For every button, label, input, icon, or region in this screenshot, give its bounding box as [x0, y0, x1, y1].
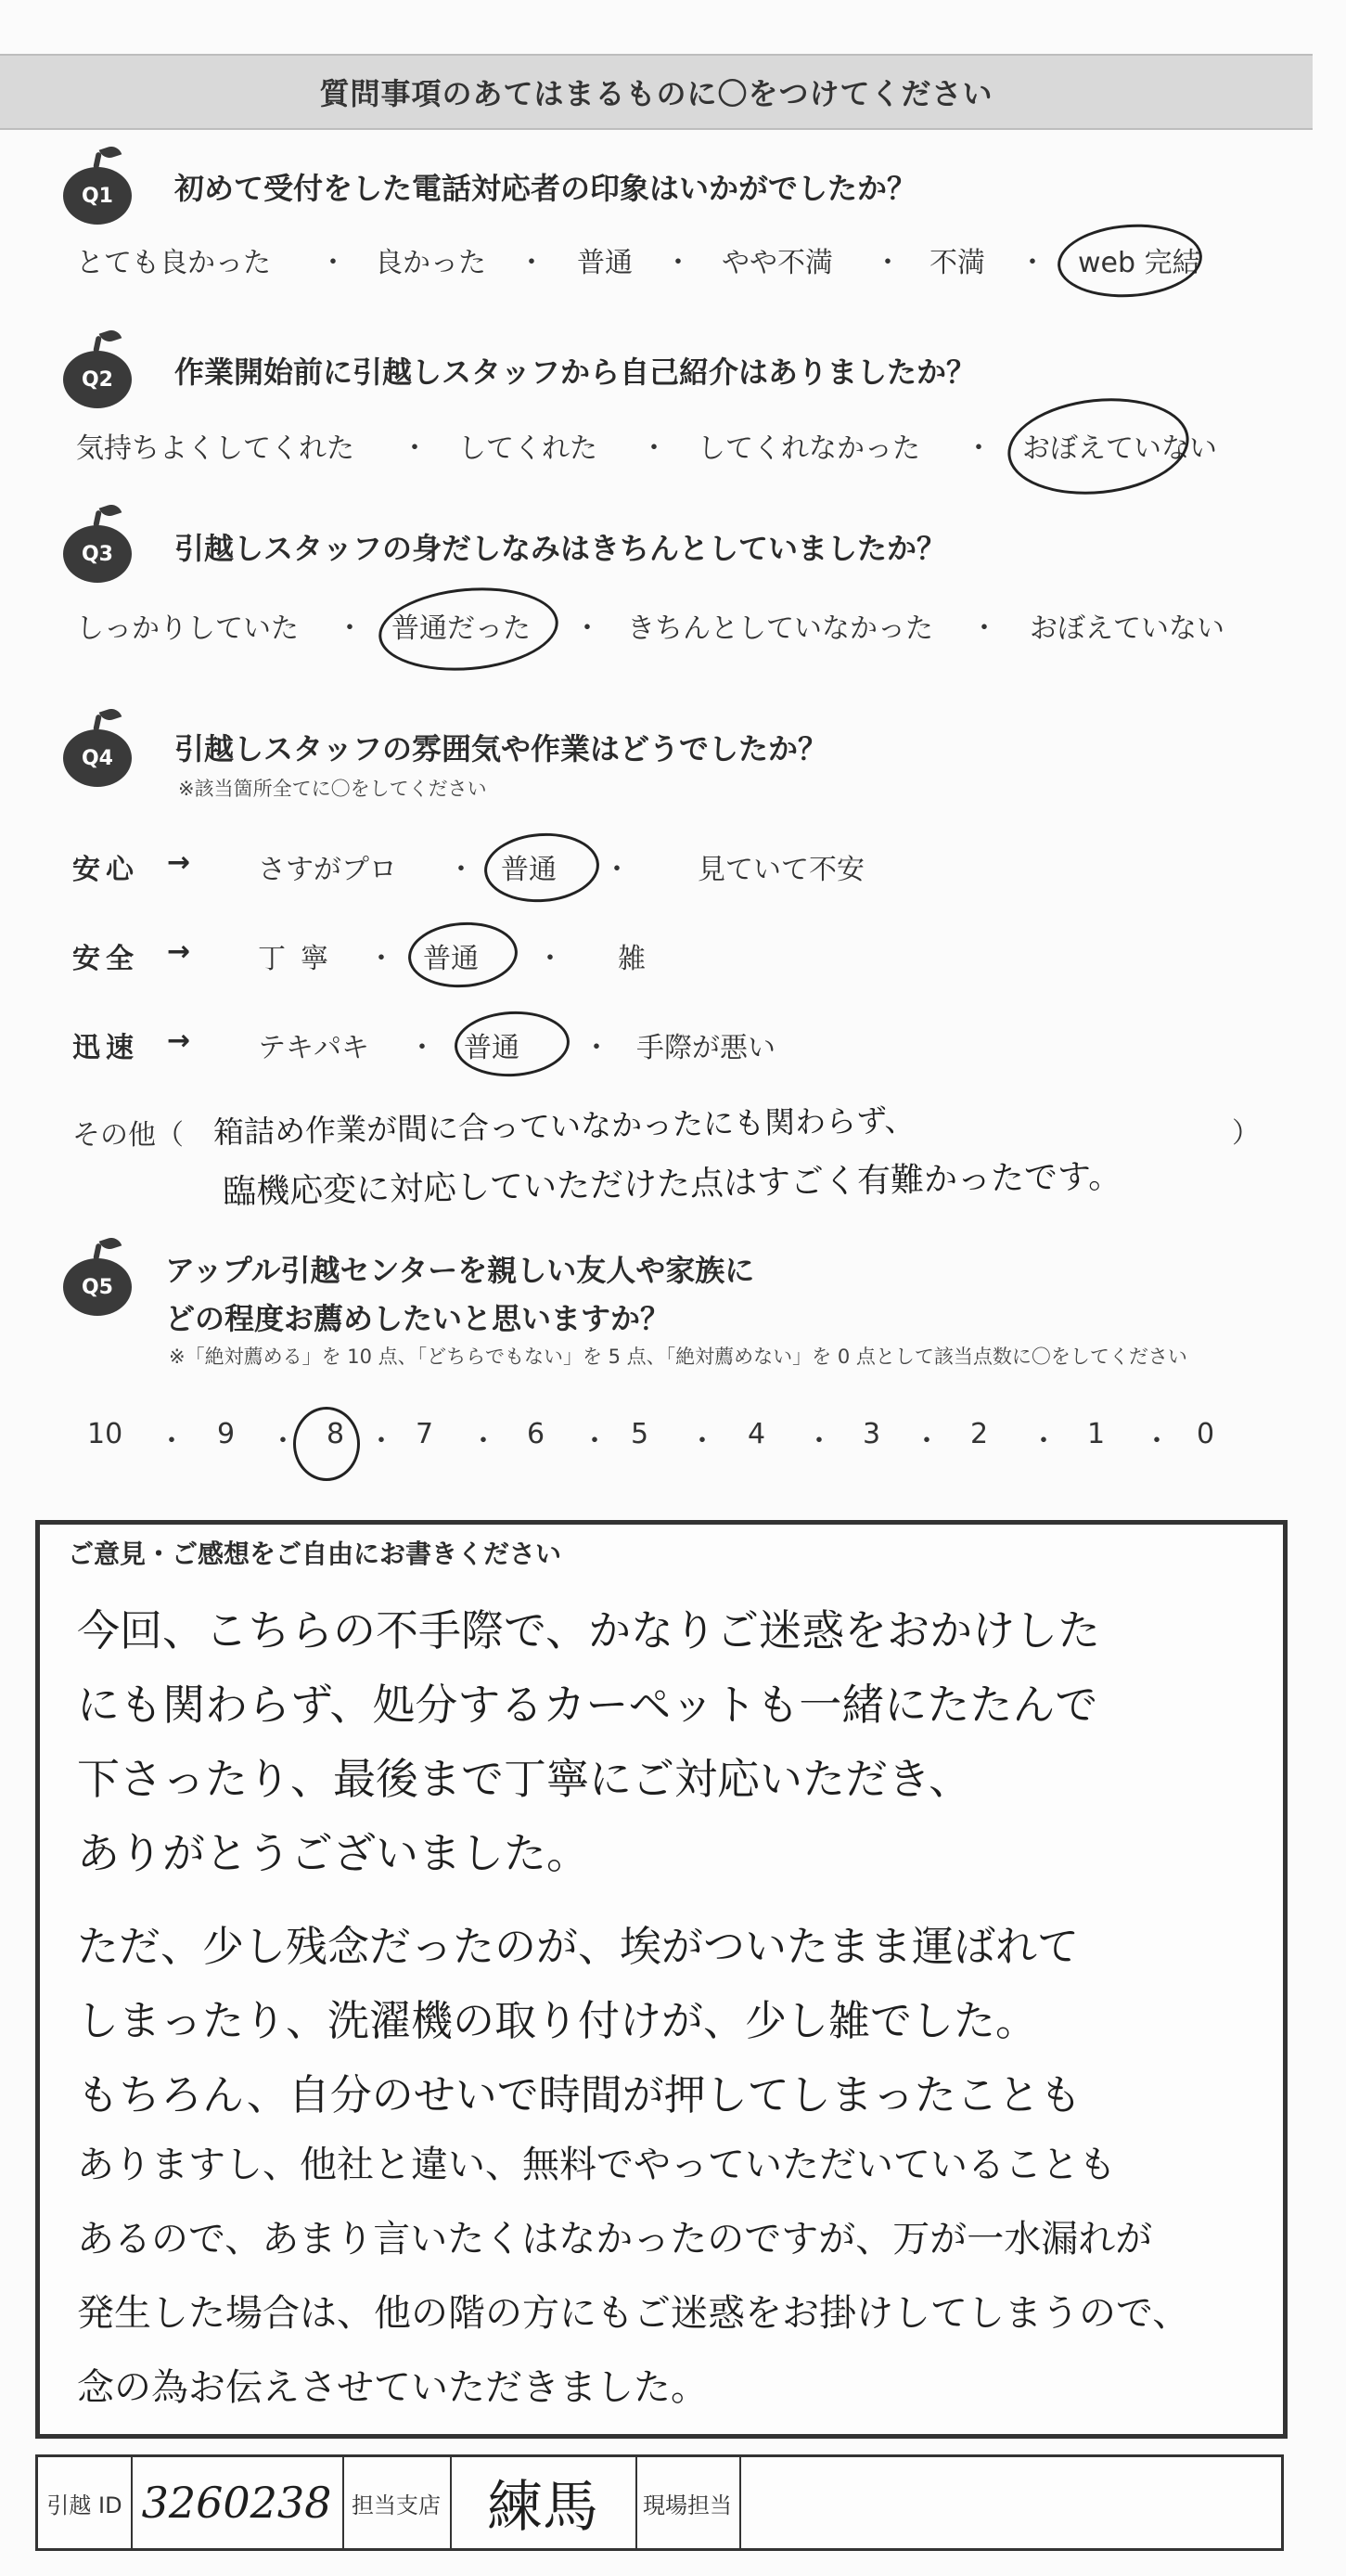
q1-option-dissatisfied[interactable]: 不満 [929, 247, 985, 279]
q5-note: ※「絶対薦める」を 10 点、「どちらでもない」を 5 点、「絶対薦めない」を 0 点として該当点数に〇をしてください [169, 1346, 1187, 1368]
q5-score-separator: ・ [269, 1425, 297, 1458]
q1-separator: ・ [319, 247, 347, 279]
q1-separator: ・ [874, 247, 902, 279]
q4-row-arrow-icon: → [167, 935, 197, 968]
q3-separator: ・ [970, 612, 998, 645]
q3-badge-apple-icon [63, 525, 132, 583]
comment-line-7: もちろん、自分のせいで時間が押してしまったことも [77, 2070, 1082, 2119]
q4-row1-option-uneasy[interactable]: 見ていて不安 [698, 854, 865, 886]
q4-row2-option-average[interactable]: 普通 [423, 943, 479, 975]
q5-selected-circle-mark [293, 1407, 360, 1481]
q1-option-very-good[interactable]: とても良かった [76, 247, 271, 279]
q2-selected-circle-mark [1003, 390, 1194, 503]
q1-selected-circle-mark [1055, 220, 1204, 303]
q3-option-average[interactable]: 普通だった [391, 612, 531, 645]
site-staff-value[interactable] [739, 2457, 1281, 2548]
comment-line-5: ただ、少し残念だったのが、埃がついたまま運ばれて [77, 1922, 1080, 1971]
q5-score-separator: ・ [688, 1425, 716, 1458]
q5-score-separator: ・ [1143, 1425, 1171, 1458]
q5-score-1[interactable]: 1 [1087, 1418, 1106, 1450]
q4-question: 引越しスタッフの雰囲気や作業はどうでしたか？ [174, 731, 828, 766]
q4-other-handwritten-line-1: 箱詰め作業が間に合っていなかったにも関わらず、 [212, 1101, 916, 1151]
move-id-value[interactable]: 3260238 [131, 2457, 344, 2548]
q5-score-4[interactable]: 4 [748, 1418, 766, 1450]
q2-separator: ・ [965, 432, 993, 465]
q4-separator: ・ [603, 854, 631, 886]
q4-row2-option-rough[interactable]: 雑 [618, 943, 646, 975]
q4-separator: ・ [583, 1032, 610, 1064]
q4-other-handwritten-line-2: 臨機応変に対応していただけた点はすごく有難かったです。 [222, 1157, 1122, 1212]
q3-option-neat[interactable]: しっかりしていた [76, 612, 299, 645]
q1-badge-apple-icon [63, 167, 132, 225]
q2-badge-apple-icon [63, 351, 132, 408]
branch-label: 担当支店 [342, 2457, 452, 2548]
comments-box [35, 1520, 1288, 2439]
q5-score-9[interactable]: 9 [217, 1418, 236, 1450]
q4-other-close-paren: ） [1232, 1117, 1260, 1150]
q5-score-3[interactable]: 3 [863, 1418, 881, 1450]
q4-row-arrow-icon: → [167, 1024, 197, 1057]
q1-question: 初めて受付をした電話対応者の印象はいかがでしたか？ [174, 171, 917, 206]
instructions-header [0, 54, 1313, 130]
q4-row1-option-average[interactable]: 普通 [501, 854, 557, 886]
q3-separator: ・ [336, 612, 364, 645]
q5-score-separator: ・ [367, 1425, 395, 1458]
q5-score-scale [87, 1418, 1265, 1464]
q4-row3-option-clumsy[interactable]: 手際が悪い [636, 1032, 776, 1064]
q3-option-not-neat[interactable]: きちんとしていなかった [627, 612, 933, 645]
move-id-label: 引越 ID [38, 2457, 133, 2548]
comment-line-6: しまったり、洗濯機の取り付けが、少し雑でした。 [77, 1996, 1038, 2045]
q4-row3-option-efficient[interactable]: テキパキ [258, 1032, 369, 1064]
q1-option-good[interactable]: 良かった [375, 247, 486, 279]
q3-separator: ・ [573, 612, 601, 645]
q4-row1-selected-circle-mark [482, 830, 602, 906]
staff-info-footer [35, 2454, 1284, 2551]
q2-separator: ・ [640, 432, 668, 465]
q2-badge-label: Q2 [81, 367, 113, 392]
q5-score-7[interactable]: 7 [416, 1418, 434, 1450]
q5-score-2[interactable]: 2 [970, 1418, 989, 1450]
q1-badge-label: Q1 [81, 184, 113, 208]
q1-separator: ・ [664, 247, 692, 279]
q1-option-average[interactable]: 普通 [577, 247, 633, 279]
comment-line-11: 念の為お伝えさせていただきました。 [77, 2366, 708, 2409]
q5-score-separator: ・ [158, 1425, 186, 1458]
q2-option-did[interactable]: してくれた [458, 432, 597, 465]
q5-score-separator: ・ [469, 1425, 497, 1458]
q1-option-somewhat-dissatisfied[interactable]: やや不満 [722, 247, 833, 279]
q1-separator: ・ [518, 247, 545, 279]
q5-score-separator: ・ [1030, 1425, 1058, 1458]
q4-badge-apple-icon [63, 729, 132, 787]
q2-question: 作業開始前に引越しスタッフから自己紹介はありましたか？ [174, 354, 977, 390]
q4-row2-option-careful[interactable]: 丁寧 [258, 943, 343, 975]
comment-line-9: あるので、あまり言いたくはなかったのですが、万が一水漏れが [77, 2218, 1153, 2260]
comment-line-4: ありがとうございました。 [77, 1828, 589, 1878]
comment-line-3: 下さったり、最後まで丁寧にご対応いただき、 [77, 1754, 972, 1804]
instructions-title: 質問事項のあてはまるものに〇をつけてください [319, 76, 993, 111]
q5-score-separator: ・ [581, 1425, 609, 1458]
q2-option-dont-remember[interactable]: おぼえていない [1022, 432, 1217, 465]
q4-separator: ・ [447, 854, 475, 886]
q5-score-10[interactable]: 10 [87, 1418, 123, 1450]
q4-row-label-safety: 安全 [72, 943, 139, 975]
q1-option-web-complete[interactable]: web 完結 [1078, 247, 1200, 279]
q3-selected-circle-mark [376, 581, 562, 678]
q2-option-pleasant[interactable]: 気持ちよくしてくれた [76, 432, 354, 465]
q5-badge-label: Q5 [81, 1275, 113, 1299]
q4-row1-option-pro[interactable]: さすがプロ [258, 854, 397, 886]
q4-note: ※該当箇所全てに〇をしてください [178, 778, 487, 800]
q4-row3-option-average[interactable]: 普通 [464, 1032, 519, 1064]
q5-badge-apple-icon [63, 1258, 132, 1316]
branch-value[interactable]: 練馬 [450, 2457, 637, 2548]
q4-row-arrow-icon: → [167, 846, 197, 879]
q4-row-label-speed: 迅速 [72, 1032, 139, 1064]
q5-score-separator: ・ [913, 1425, 941, 1458]
q4-other-label: その他（ [72, 1119, 184, 1152]
q1-separator: ・ [1019, 247, 1046, 279]
site-staff-label: 現場担当 [635, 2457, 741, 2548]
q4-row-label-reassurance: 安心 [72, 854, 139, 886]
q3-question: 引越しスタッフの身だしなみはきちんとしていましたか？ [174, 531, 947, 566]
q5-score-0[interactable]: 0 [1197, 1418, 1215, 1450]
q4-separator: ・ [408, 1032, 436, 1064]
q4-separator: ・ [536, 943, 564, 975]
q4-row3-selected-circle-mark [453, 1009, 570, 1079]
comment-line-8: ありますし、他社と違い、無料でやっていただいていることも [77, 2144, 1116, 2186]
comments-title: ご意見・ご感想をご自由にお書きください [68, 1539, 562, 1569]
q2-separator: ・ [401, 432, 429, 465]
comment-line-2: にも関わらず、処分するカーペットも一緒にたたんで [77, 1680, 1098, 1730]
comment-line-10: 発生した場合は、他の階の方にもご迷惑をお掛けしてしまうので、 [77, 2292, 1190, 2335]
q4-badge-label: Q4 [81, 746, 113, 770]
q3-badge-label: Q3 [81, 542, 113, 566]
q2-option-did-not[interactable]: してくれなかった [698, 432, 920, 465]
q5-score-5[interactable]: 5 [631, 1418, 649, 1450]
q5-score-6[interactable]: 6 [527, 1418, 545, 1450]
q4-row2-selected-circle-mark [406, 919, 520, 991]
q4-separator: ・ [367, 943, 395, 975]
q5-score-separator: ・ [805, 1425, 833, 1458]
q5-score-8[interactable]: 8 [327, 1418, 345, 1450]
comment-line-1: 今回、こちらの不手際で、かなりご迷惑をおかけした [77, 1605, 1101, 1655]
q3-option-dont-remember[interactable]: おぼえていない [1030, 612, 1224, 645]
q5-question-line-2: どの程度お薦めしたいと思いますか？ [165, 1301, 671, 1336]
q5-question-line-1: アップル引越センターを親しい友人や家族に [165, 1253, 755, 1288]
